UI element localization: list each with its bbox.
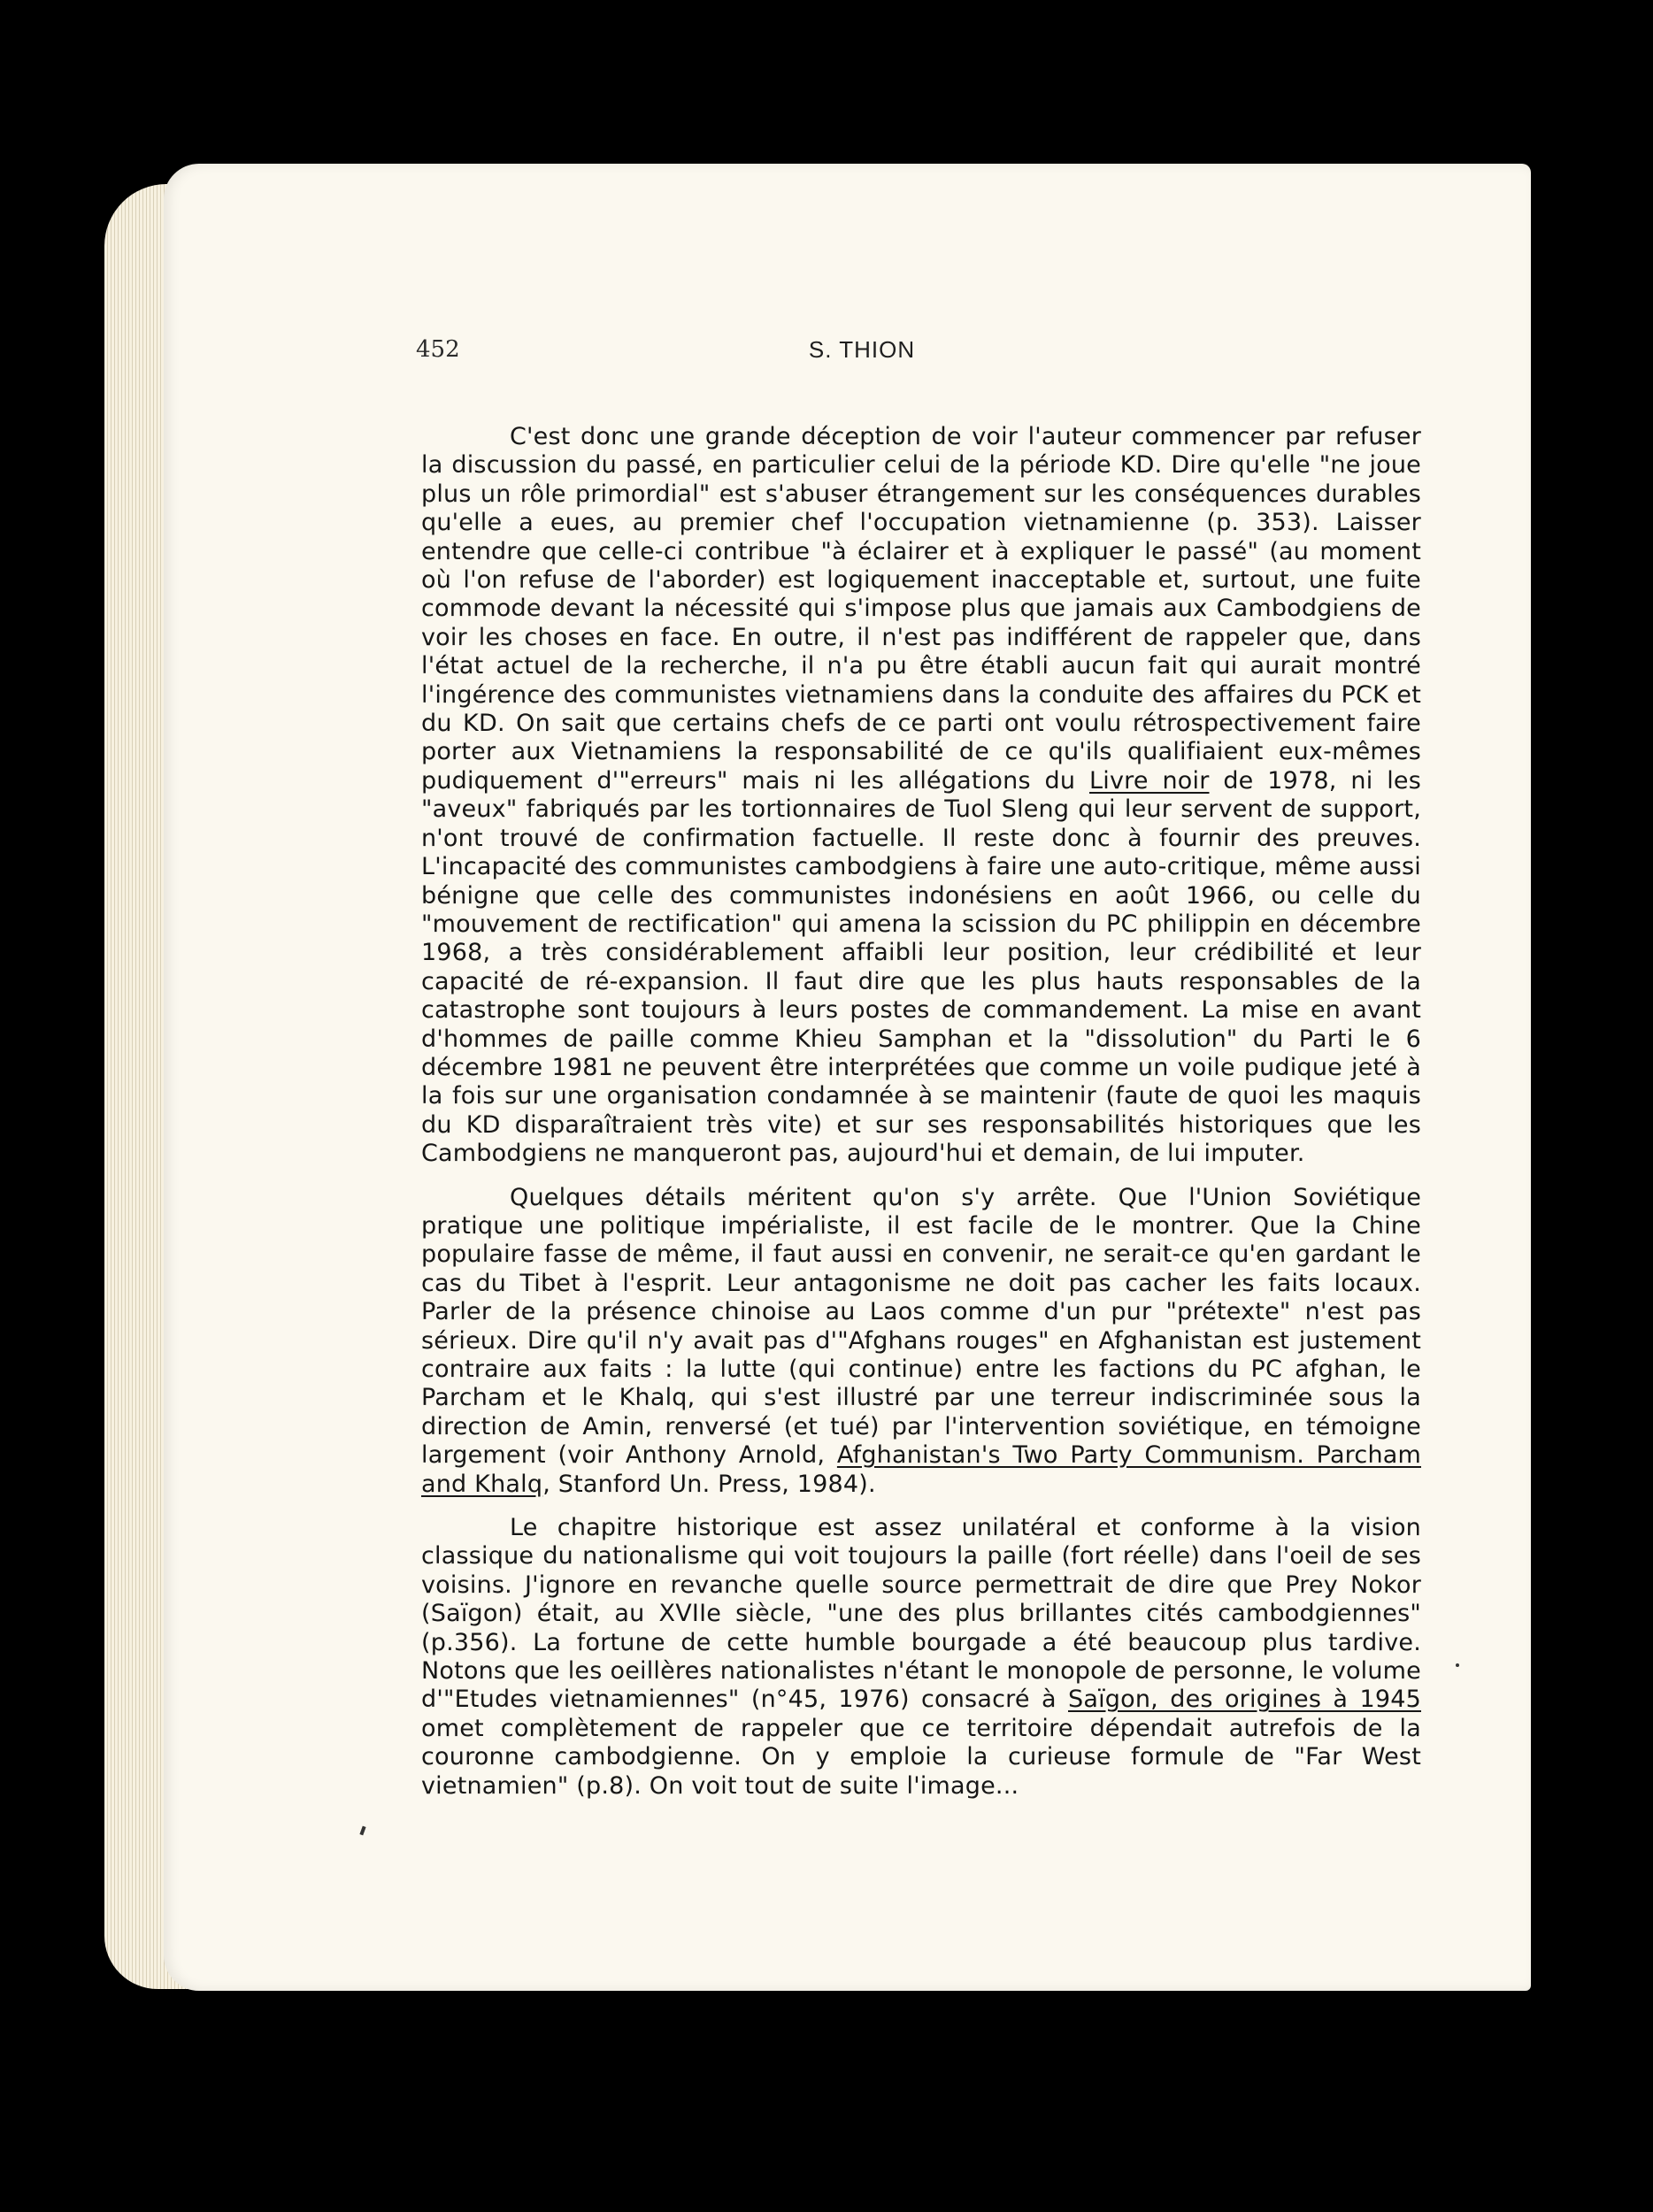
paragraph-3: [421, 1514, 1421, 1801]
ink-speck: [1456, 1663, 1459, 1667]
running-head-author: S. THION: [808, 336, 916, 363]
paragraph-3-part-2: omet complètement de rappeler que ce territoire dépendait autrefois de la couronne cambodgienne. On y emploie la curieuse formule de "Far West vietnamien" (p.8). On voit tout de suite l'image...: [421, 1714, 1421, 1800]
paragraph-2-part-2: , Stanford Un. Press, 1984).: [542, 1470, 876, 1498]
title-afghanistan-two-party: Afghanistan's Two Party Communism. Parcham and Khalq: [421, 1441, 1421, 1498]
paragraph-2-part-1: Quelques détails méritent qu'on s'y arrête. Que l'Union Soviétique pratique une politique impérialiste, il est facile de le montrer. Que la Chine populaire fasse de même, il faut aussi en convenir, ne serait-ce qu'en gardant le cas du Tibet à l'esprit. Leur antagonisme ne doit pas cacher les faits locaux. Parler de la présence chinoise au Laos comme d'un pur "prétexte" n'est pas sérieux. Dire qu'il n'y avait pas d'"Afghans rouges" en Afghanistan est justement contraire aux faits : la lutte (qui continue) entre les factions du PC afghan, le Parcham et le Khalq, qui s'est illustré par une terreur indiscriminée sous la direction de Amin, renversé (et tué) par l'intervention soviétique, en témoigne largement (voir Anthony Arnold,: [421, 1183, 1421, 1470]
paragraph-1-part-1: C'est donc une grande déception de voir l'auteur commencer par refuser la discussion du passé, en particulier celui de la période KD. Dire qu'elle "ne joue plus un rôle primordial" est s'abuser étrangement sur les conséquences durables qu'elle a eues, au premier chef l'occupation vietnamienne (p. 353). Laisser entendre que celle-ci contribue "à éclairer et à expliquer le passé" (au moment où l'on refuse de l'aborder) est logiquement inacceptable et, surtout, une fuite commode devant la nécessité qui s'impose plus que jamais aux Cambodgiens de voir les choses en face. En outre, il n'est pas indifférent de rappeler que, dans l'état actuel de la recherche, il n'a pu être établi aucun fait qui aurait montré l'ingérence des communistes vietnamiens dans la conduite des affaires du PCK et du KD. On sait que certains chefs de ce parti ont voulu rétrospectivement faire porter aux Vietnamiens la responsabilité de ce qu'ils qualifiaient eux-mêmes pudiquement d'"erreurs" mais ni les allégations du: [421, 423, 1421, 795]
paragraph-2: [421, 1184, 1421, 1499]
paragraph-1: [421, 423, 1421, 1169]
title-livre-noir: Livre noir: [1089, 766, 1210, 795]
page-number: 452: [416, 336, 460, 363]
paragraph-1-part-2: de 1978, ni les "aveux" fabriqués par les tortionnaires de Tuol Sleng qui leur servent de support, n'ont trouvé de confirmation factuelle. Il reste donc à fournir des preuves. L'incapacité des communistes cambodgiens à faire une auto-critique, même aussi bénigne que celle des communistes indonésiens en août 1966, ou celle du "mouvement de rectification" qui amena la scission du PC philippin en décembre 1968, a très considérablement affaibli leur position, leur crédibilité et leur capacité de ré-expansion. Il faut dire que les plus hauts responsables de la catastrophe sont toujours à leurs postes de commandement. La mise en avant d'hommes de paille comme Khieu Samphan et la "dissolution" du Parti le 6 décembre 1981 ne peuvent être interprétées que comme un voile pudique jeté à la fois sur une organisation condamnée à se maintenir (faute de quoi les maquis du KD disparaîtraient très vite) et sur ses responsabilités historiques que les Cambodgiens ne manqueront pas, aujourd'hui et demain, de lui imputer.: [421, 766, 1421, 1168]
paragraph-3-part-1: Le chapitre historique est assez unilatéral et conforme à la vision classique du nationalisme qui voit toujours la paille (fort réelle) dans l'oeil de ses voisins. J'ignore en revanche quelle source permettrait de dire que Prey Nokor (Saïgon) était, au XVIIe siècle, "une des plus brillantes cités cambodgiennes" (p.356). La fortune de cette humble bourgade a été beaucoup plus tardive. Notons que les oeillères nationalistes n'étant le monopole de personne, le volume d'"Etudes vietnamiennes" (n°45, 1976) consacré à: [421, 1514, 1421, 1714]
body-text: [421, 423, 1421, 1801]
title-saigon-origines: Saïgon, des origines à 1945: [1068, 1686, 1421, 1714]
running-head: [0, 336, 1653, 364]
